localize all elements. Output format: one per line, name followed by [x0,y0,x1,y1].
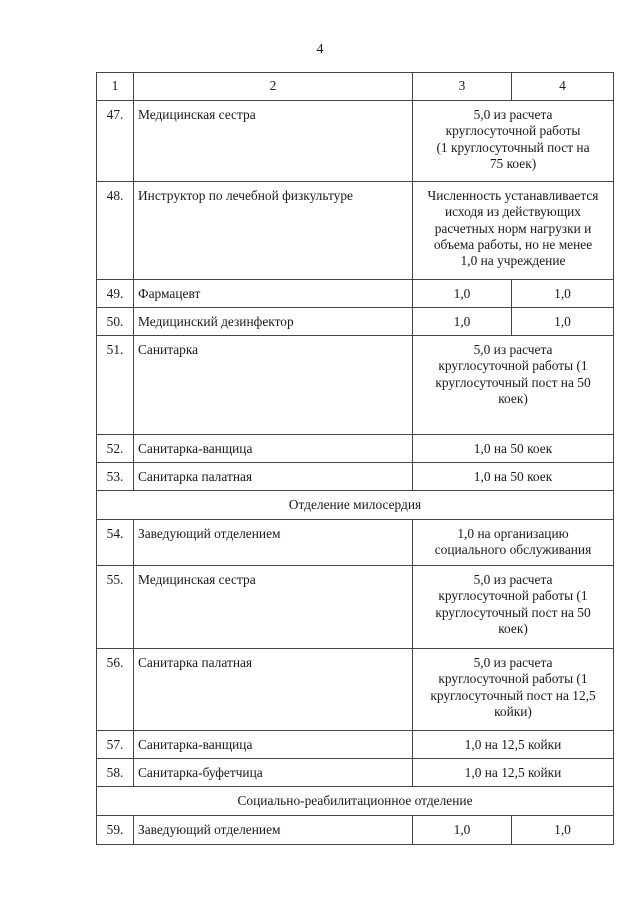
table-row [97,101,614,182]
section-title: Отделение милосердия [97,491,614,520]
row-number: 58. [97,759,134,787]
position-name: Инструктор по лечебной физкультуре [134,182,413,280]
header-row [97,73,614,101]
row-number: 53. [97,463,134,491]
staff-norm [413,566,614,649]
column-header-3: 3 [413,73,512,101]
column-header-1: 1 [97,73,134,101]
row-number: 56. [97,649,134,731]
staff-norm [413,101,614,182]
position-name: Санитарка палатная [134,649,413,731]
staff-value-col4: 1,0 [512,280,614,308]
table-row [97,649,614,731]
row-number: 59. [97,816,134,845]
table-row [97,435,614,463]
table-row [97,280,614,308]
position-name: Санитарка-ванщица [134,435,413,463]
staff-norm: 1,0 на 50 коек [413,463,614,491]
row-number: 57. [97,731,134,759]
column-header-4: 4 [512,73,614,101]
table-row [97,816,614,845]
position-name: Медицинский дезинфектор [134,308,413,336]
position-name: Заведующий отделением [134,520,413,566]
table-row [97,463,614,491]
row-number: 50. [97,308,134,336]
table-row [97,308,614,336]
row-number: 49. [97,280,134,308]
staff-norm-text: Численность устанавливается исходя из действующих расчетных норм нагрузки и объема работы, но не менее 1,0 на учреждение [427,188,599,269]
staff-value-col3: 1,0 [413,308,512,336]
position-name: Санитарка-буфетчица [134,759,413,787]
staff-norm: 1,0 на 50 коек [413,435,614,463]
position-name: Медицинская сестра [134,101,413,182]
staff-norm-text: 5,0 из расчета круглосуточной работы (1 круглосуточный пост на 12,5 койки) [430,655,596,719]
staff-value-col4: 1,0 [512,816,614,845]
staff-norm [413,182,614,280]
staff-norm [413,336,614,435]
staff-table [96,72,614,845]
row-number: 52. [97,435,134,463]
staff-norm-text: 5,0 из расчета круглосуточной работы (1 круглосуточный пост на 50 коек) [435,572,591,636]
table-row [97,336,614,435]
staff-norm-text: 5,0 из расчета круглосуточной работы (1 круглосуточный пост на 50 коек) [435,342,591,406]
column-header-2: 2 [134,73,413,101]
table-row [97,182,614,280]
row-number: 47. [97,101,134,182]
page-number: 4 [316,42,324,57]
position-name: Медицинская сестра [134,566,413,649]
table-row [97,759,614,787]
position-name: Санитарка-ванщица [134,731,413,759]
staff-norm: 1,0 на 12,5 койки [413,731,614,759]
position-name: Санитарка палатная [134,463,413,491]
staff-norm-text: 5,0 из расчета круглосуточной работы (1 круглосуточный пост на 75 коек) [436,107,590,171]
position-name: Фармацевт [134,280,413,308]
staff-norm [413,520,614,566]
table-row [97,520,614,566]
section-row [97,787,614,816]
row-number: 54. [97,520,134,566]
position-name: Заведующий отделением [134,816,413,845]
staff-norm [413,649,614,731]
staff-norm-text: 1,0 на организацию социального обслуживания [434,526,592,558]
staff-norm: 1,0 на 12,5 койки [413,759,614,787]
table-row [97,731,614,759]
staff-value-col3: 1,0 [413,280,512,308]
position-name: Санитарка [134,336,413,435]
section-title: Социально-реабилитационное отделение [97,787,614,816]
table-row [97,566,614,649]
row-number: 48. [97,182,134,280]
row-number: 51. [97,336,134,435]
section-row [97,491,614,520]
staff-value-col4: 1,0 [512,308,614,336]
staff-value-col3: 1,0 [413,816,512,845]
row-number: 55. [97,566,134,649]
